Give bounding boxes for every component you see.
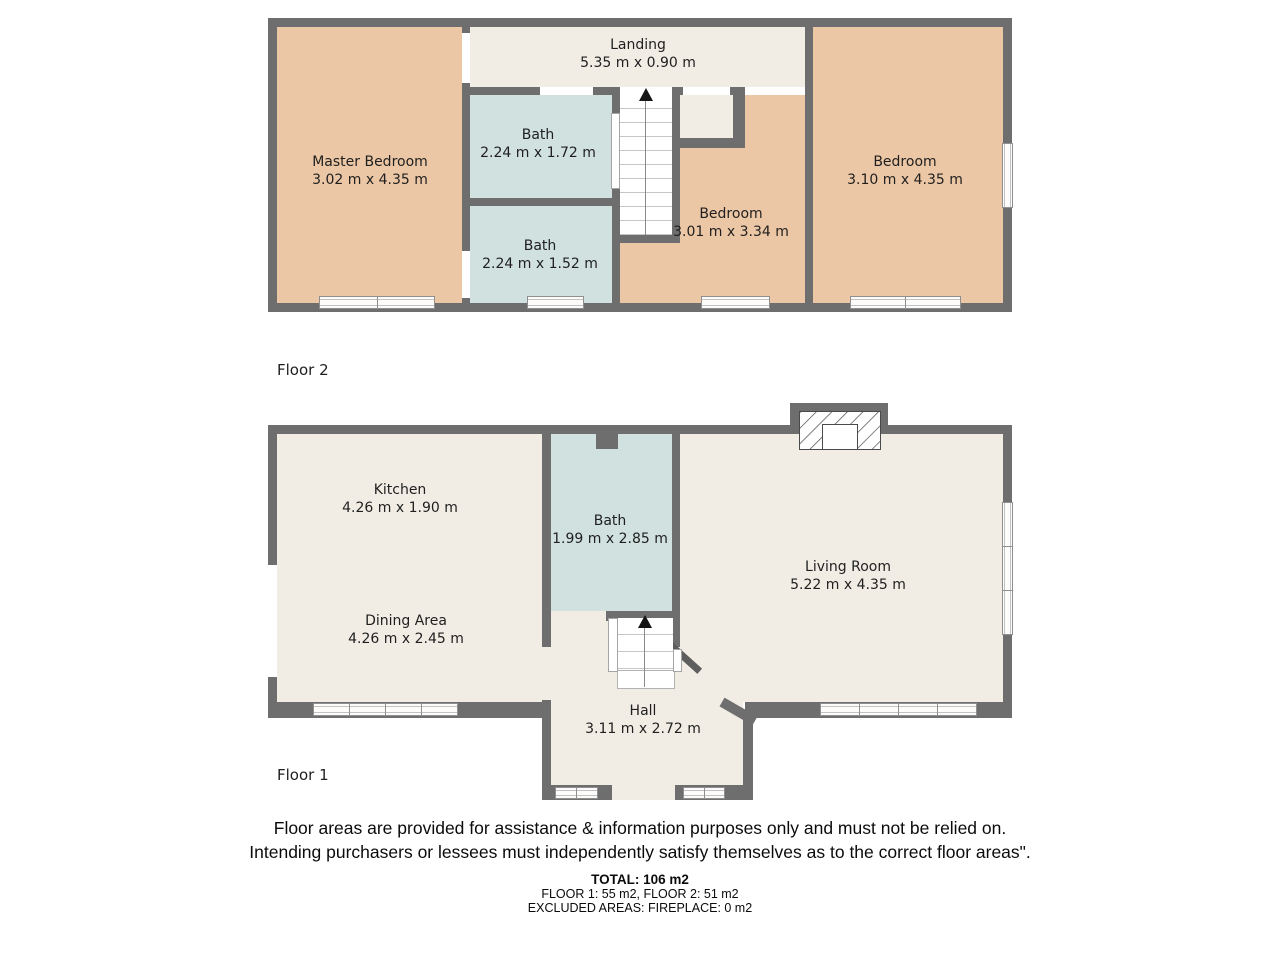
area-totals <box>0 873 1280 915</box>
wall-opening <box>268 565 277 677</box>
total-area: TOTAL: 106 m2 <box>591 872 689 887</box>
floor-areas: FLOOR 1: 55 m2, FLOOR 2: 51 m2 <box>541 887 739 901</box>
wall <box>268 425 277 565</box>
door-opening <box>462 33 470 83</box>
stairs-up-arrow-icon <box>638 615 652 628</box>
window <box>683 787 725 799</box>
window <box>313 703 458 716</box>
wall-stub <box>596 434 618 449</box>
room-label-bath-top: Bath 2.24 m x 1.72 m <box>480 127 596 161</box>
room-bedroom-middle <box>620 243 805 303</box>
window <box>850 296 961 309</box>
window <box>1002 502 1013 635</box>
disclaimer-text: Floor areas are provided for assistance & information purposes only and must not be relied on. Intending purchasers or lessees must independently satisfy themselves as to the correct floor areas". <box>249 818 1031 862</box>
room-label-bath-floor1: Bath 1.99 m x 2.85 m <box>552 513 668 547</box>
room-label-bath-bottom: Bath 2.24 m x 1.52 m <box>482 238 598 272</box>
stairs-up-arrow-icon <box>639 88 653 101</box>
window <box>555 787 598 799</box>
room-label-bedroom-right: Bedroom 3.10 m x 4.35 m <box>847 154 963 188</box>
wall <box>462 198 620 206</box>
room-label-master-bedroom: Master Bedroom 3.02 m x 4.35 m <box>312 154 428 188</box>
floor1-title: Floor 1 <box>277 766 329 784</box>
room-label-bedroom-middle: Bedroom 3.01 m x 3.34 m <box>673 206 789 240</box>
stairs-landing-box <box>617 670 675 689</box>
room-kitchen-dining <box>277 434 542 702</box>
wall <box>462 87 540 95</box>
wall <box>733 95 745 148</box>
wall <box>730 87 745 95</box>
room-label-dining: Dining Area 4.26 m x 2.45 m <box>348 613 464 647</box>
fireplace-opening <box>822 424 858 450</box>
wall <box>268 18 1012 27</box>
window <box>319 296 435 309</box>
wall <box>268 425 790 434</box>
stairs-handrail <box>608 618 618 672</box>
front-door-opening <box>612 785 675 800</box>
landing-alcove <box>680 95 733 138</box>
stairs-handrail <box>673 649 682 672</box>
window <box>701 296 770 309</box>
stairs-centerline <box>644 618 645 687</box>
doorway-dining-hall <box>542 647 551 702</box>
room-label-landing: Landing 5.35 m x 0.90 m <box>580 37 696 71</box>
room-label-kitchen: Kitchen 4.26 m x 1.90 m <box>342 482 458 516</box>
wall <box>888 425 1012 434</box>
floor2-title: Floor 2 <box>277 361 329 379</box>
room-label-hall: Hall 3.11 m x 2.72 m <box>585 703 701 737</box>
window <box>527 296 584 309</box>
window <box>820 703 977 716</box>
excluded-areas: EXCLUDED AREAS: FIREPLACE: 0 m2 <box>527 901 753 915</box>
room-label-living: Living Room 5.22 m x 4.35 m <box>790 559 906 593</box>
